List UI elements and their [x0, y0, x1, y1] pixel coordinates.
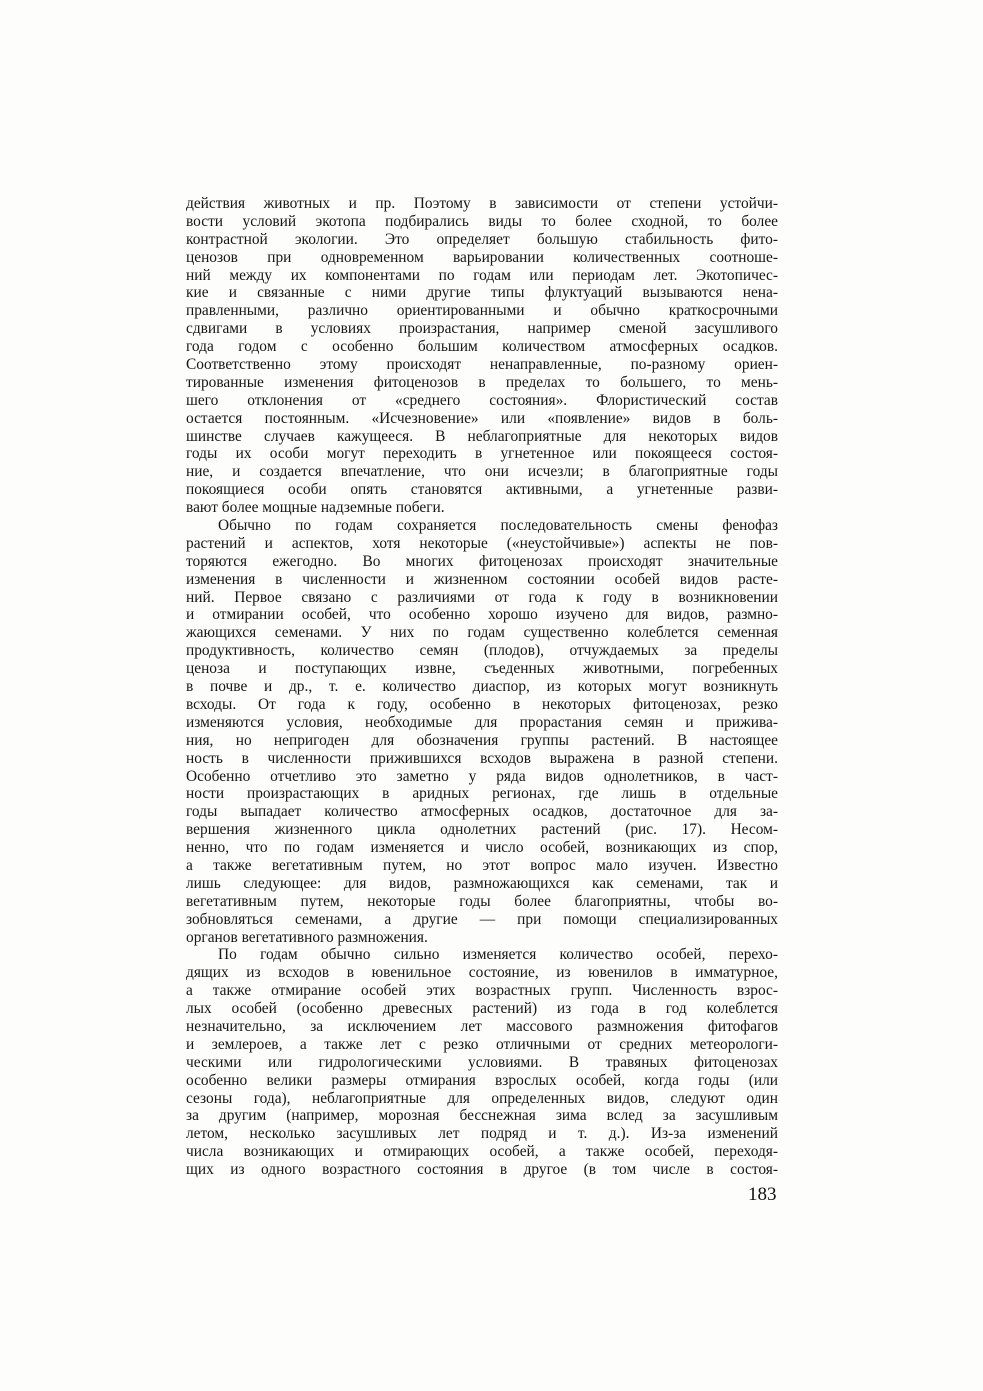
text-line: в почве и др., т. е. количество диаспор, из которых могут возникнуть: [186, 678, 778, 696]
text-line: зобновляться семенами, а другие — при помощи специализированных: [186, 910, 778, 928]
text-line: вости условий экотопа подбирались виды то более сходной, то более: [186, 212, 778, 230]
text-line: и отмирании особей, что особенно хорошо изучено для видов, размно-: [186, 606, 778, 624]
text-line: годы их особи могут переходить в угнетенное или покоящееся состоя-: [186, 445, 778, 463]
text-line: сдвигами в условиях произрастания, например сменой засушливого: [186, 320, 778, 338]
text-line: а также отмирание особей этих возрастных групп. Численность взрос-: [186, 982, 778, 1000]
text-line: вершения жизненного цикла однолетних растений (рис. 17). Несом-: [186, 821, 778, 839]
text-line: органов вегетативного размножения.: [186, 928, 428, 946]
text-line: ценоза и поступающих извне, съеденных животными, погребенных: [186, 660, 778, 678]
text-line: особенно велики размеры отмирания взрослых особей, когда годы (или: [186, 1071, 778, 1089]
text-line: По годам обычно сильно изменяется количество особей, перехо-: [218, 946, 778, 964]
text-line: тированные изменения фитоценозов в пределах то большего, то мень-: [186, 373, 778, 391]
text-line: лишь следующее: для видов, размножающихся как семенами, так и: [186, 874, 778, 892]
text-line: ности произрастающих в аридных регионах, где лишь в отдельные: [186, 785, 778, 803]
text-line: Особенно отчетливо это заметно у ряда видов однолетников, в част-: [186, 767, 778, 785]
text-line: летом, несколько засушливых лет подряд и т. д.). Из-за изменений: [186, 1125, 778, 1143]
body-text: [186, 195, 778, 1179]
text-line: ность в численности прижившихся всходов выражена в разной степени.: [186, 749, 778, 767]
text-line: Обычно по годам сохраняется последовательность смены фенофаз: [218, 517, 778, 535]
text-line: жающихся семенами. У них по годам существенно колеблется семенная: [186, 624, 778, 642]
text-line: контрастной экологии. Это определяет большую стабильность фито-: [186, 230, 778, 248]
text-line: всходы. От года к году, особенно в некоторых фитоценозах, резко: [186, 695, 778, 713]
text-line: и землероев, а также лет с резко отличными от средних метеорологи-: [186, 1035, 778, 1053]
text-line: за другим (например, морозная бесснежная зима вслед за засушливым: [186, 1107, 778, 1125]
text-line: лых особей (особенно древесных растений) из года в год колеблется: [186, 1000, 778, 1018]
page-number: 183: [748, 1184, 777, 1205]
text-line: сезоны года), неблагоприятные для определенных видов, следуют один: [186, 1089, 778, 1107]
text-line: покоящиеся особи опять становятся активными, а угнетенные разви-: [186, 481, 778, 499]
text-line: ние, и создается впечатление, что они исчезли; в благоприятные годы: [186, 463, 778, 481]
text-line: ненно, что по годам изменяется и число особей, возникающих из спор,: [186, 839, 778, 857]
text-line: правленными, различно ориентированными и обычно краткосрочными: [186, 302, 778, 320]
text-line: действия животных и пр. Поэтому в зависимости от степени устойчи-: [186, 195, 778, 212]
text-line: дящих из всходов в ювенильное состояние, из ювенилов в имматурное,: [186, 964, 778, 982]
text-line: вегетативным путем, некоторые годы более благоприятны, чтобы во-: [186, 892, 778, 910]
text-line: числа возникающих и отмирающих особей, а также особей, переходя-: [186, 1143, 778, 1161]
text-line: вают более мощные надземные побеги.: [186, 499, 445, 517]
text-line: ческими или гидрологическими условиями. В травяных фитоценозах: [186, 1053, 778, 1071]
text-line: продуктивность, количество семян (плодов), отчуждаемых за пределы: [186, 642, 778, 660]
text-line: торяются ежегодно. Во многих фитоценозах происходят значительные: [186, 552, 778, 570]
text-line: ний между их компонентами по годам или периодам лет. Экотопичес-: [186, 266, 778, 284]
text-line: года годом с особенно большим количеством атмосферных осадков.: [186, 338, 778, 356]
text-line: кие и связанные с ними другие типы флуктуаций вызываются нена-: [186, 284, 778, 302]
text-line: годы выпадает количество атмосферных осадков, достаточное для за-: [186, 803, 778, 821]
text-line: а также вегетативным путем, но этот вопрос мало изучен. Известно: [186, 856, 778, 874]
text-line: ния, но непригоден для обозначения группы растений. В настоящее: [186, 731, 778, 749]
text-line: шего отклонения от «среднего состояния». Флористический состав: [186, 391, 778, 409]
text-line: остается постоянным. «Исчезновение» или «появление» видов в боль-: [186, 409, 778, 427]
text-line: ценозов при одновременном варьировании количественных соотноше-: [186, 248, 778, 266]
text-line: щих из одного возрастного состояния в другое (в том числе в состоя-: [186, 1161, 778, 1179]
text-line: незначительно, за исключением лет массового размножения фитофагов: [186, 1017, 778, 1035]
text-line: изменения в численности и жизненном состоянии особей видов расте-: [186, 570, 778, 588]
text-line: ний. Первое связано с различиями от года к году в возникновении: [186, 588, 778, 606]
text-line: шинстве случаев кажущееся. В неблагоприятные для некоторых видов: [186, 427, 778, 445]
text-line: изменяются условия, необходимые для прорастания семян и прижива-: [186, 713, 778, 731]
text-line: Соответственно этому происходят ненаправленные, по-разному ориен-: [186, 356, 778, 374]
text-line: растений и аспектов, хотя некоторые («неустойчивые») аспекты не пов-: [186, 534, 778, 552]
